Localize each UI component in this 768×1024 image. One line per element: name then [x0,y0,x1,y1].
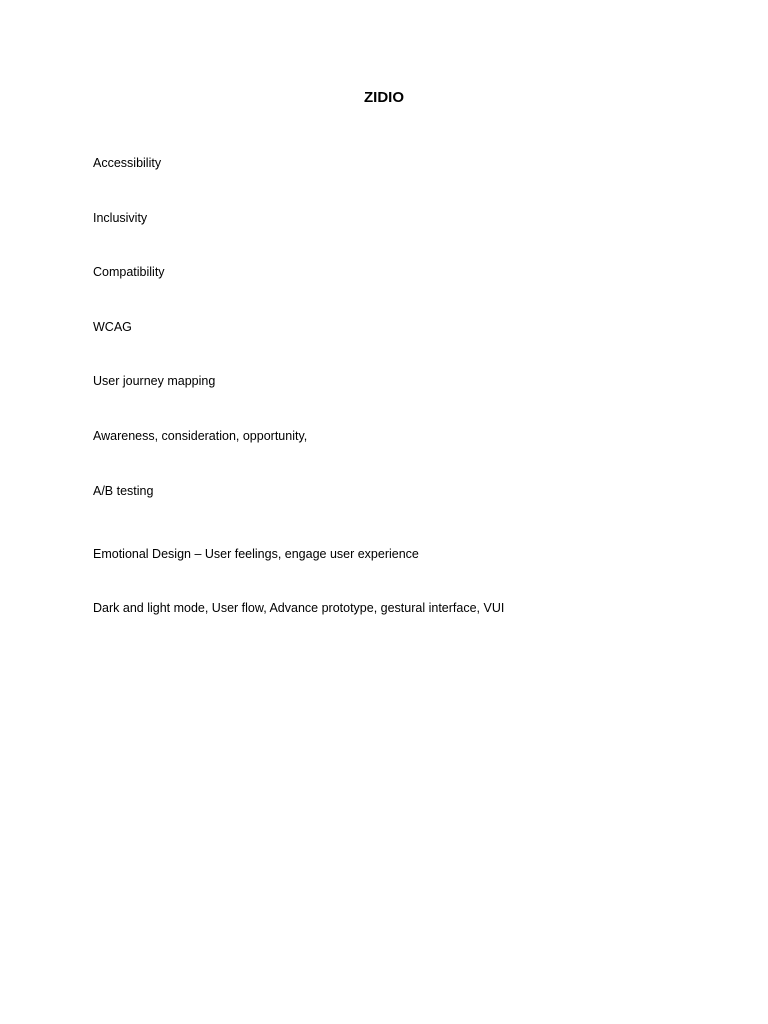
text-line-inclusivity: Inclusivity [93,211,148,225]
text-line-awareness: Awareness, consideration, opportunity, [93,429,308,443]
document-title: ZIDIO [364,89,404,106]
text-line-accessibility: Accessibility [93,156,162,170]
text-line-wcag: WCAG [93,320,132,334]
text-line-compatibility: Compatibility [93,265,165,279]
text-line-emotional-design: Emotional Design – User feelings, engage user experience [93,547,419,561]
text-line-dark-light-mode: Dark and light mode, User flow, Advance prototype, gestural interface, VUI [93,601,505,615]
text-line-user-journey-mapping: User journey mapping [93,374,216,388]
text-line-ab-testing: A/B testing [93,484,154,498]
